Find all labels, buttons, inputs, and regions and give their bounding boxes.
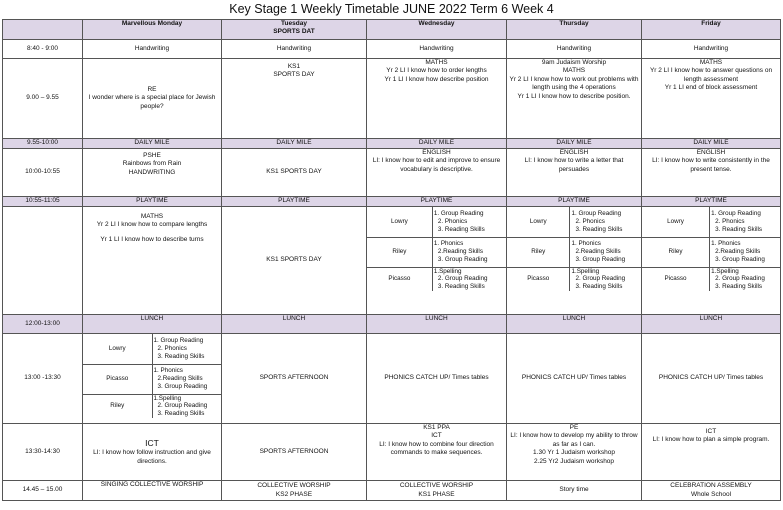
activity: 2. Phonics	[437, 217, 468, 225]
lesson-text: LI: I know how to edit and improve to ensure vocabulary is descriptive.	[372, 157, 501, 173]
group-activities	[710, 207, 780, 237]
subject: ICT	[705, 428, 717, 435]
row-handwriting	[3, 40, 781, 59]
lesson-cell: SINGING COLLECTIVE WORSHIP	[83, 481, 222, 501]
activity: 1. Group Reading	[571, 209, 622, 217]
lesson-cell	[367, 149, 507, 197]
lesson-cell: Handwriting	[507, 40, 642, 59]
time-cell: 13:00 -13:30	[3, 334, 83, 424]
lesson-cell: SPORTS AFTERNOON	[222, 424, 367, 481]
group-activities	[432, 237, 506, 267]
activity: 3. Reading Skills	[715, 283, 763, 291]
activity: 3. Reading Skills	[157, 410, 205, 418]
time-cell: 10:55-11:05	[3, 197, 83, 207]
subject: MATHS	[562, 67, 586, 75]
lesson-cell	[507, 424, 642, 481]
row-lesson-2	[3, 149, 781, 197]
activity: 1. Group Reading	[153, 336, 204, 344]
lesson-text: Rainbows from Rain	[122, 160, 182, 168]
lesson-cell: DAILY MILE	[642, 139, 781, 149]
day-note: SPORTS DAT	[273, 28, 315, 36]
group-name: Lowry	[507, 207, 570, 237]
lesson-text: HANDWRITING	[128, 168, 176, 176]
lesson-text: Yr 2 LI I know how to compare lengths	[96, 221, 208, 229]
lesson-cell: PLAYTIME	[367, 197, 507, 207]
activity: 2.Reading Skills	[437, 248, 483, 256]
subject: MATHS	[140, 213, 164, 220]
lesson-cell	[367, 59, 507, 139]
activity: 3. Group Reading	[437, 255, 488, 263]
lesson-text: 2.25 Yr2 Judaism workshop	[533, 457, 615, 465]
activity: 3. Reading Skills	[437, 283, 485, 291]
lesson-cell: DAILY MILE	[367, 139, 507, 149]
lesson-cell: PHONICS CATCH UP/ Times tables	[507, 334, 642, 424]
group-name: Lowry	[367, 207, 432, 237]
subject: MATHS	[699, 59, 723, 66]
subject: ENGLISH	[696, 149, 726, 156]
lesson-cell	[83, 207, 222, 315]
activity: 1. Phonics	[153, 367, 183, 375]
group-name: Riley	[507, 237, 570, 267]
lesson-text: LI: I know how to write consistently in the present tense.	[652, 157, 770, 173]
day-header-monday: Marvellous Monday	[83, 20, 222, 40]
group-cell	[642, 207, 781, 315]
activity: 3. Reading Skills	[715, 225, 763, 233]
lesson-text: KS1 PPA	[423, 424, 450, 431]
subject: MATHS	[425, 59, 448, 66]
activity: 1.Spelling	[711, 267, 739, 275]
activity: 1. Group Reading	[711, 209, 761, 217]
group-activities	[432, 267, 506, 291]
subject: PE	[569, 424, 579, 431]
lesson-text: I wonder where is a special place for Jewish people?	[88, 94, 216, 110]
group-activities	[710, 237, 780, 267]
lesson-text: Yr 2 LI I know how to work out problems with length using the 4 operations	[509, 75, 639, 92]
lesson-cell: PHONICS CATCH UP/ Times tables	[367, 334, 507, 424]
lesson-cell	[367, 424, 507, 481]
row-daily-mile	[3, 139, 781, 149]
group-activities	[570, 267, 641, 291]
subject: ENGLISH	[559, 149, 589, 156]
time-cell: 9.00 – 9.55	[3, 59, 83, 139]
group-activities	[432, 207, 506, 237]
lesson-text: KS2 PHASE	[275, 490, 313, 498]
day-header-tuesday	[222, 20, 367, 40]
time-cell: 8:40 - 9:00	[3, 40, 83, 59]
group-name: Picasso	[83, 364, 152, 394]
activity: 2.Reading Skills	[157, 375, 203, 383]
activity: 1. Phonics	[571, 240, 601, 248]
corner-cell	[3, 20, 83, 40]
subject: KS1	[287, 63, 301, 70]
lesson-text: LI: I know how to develop my ability to throw as far as I can.	[510, 432, 638, 448]
activity: 2. Group Reading	[157, 402, 208, 410]
activity: 2. Phonics	[715, 217, 745, 225]
time-cell: 12:00-13:00	[3, 315, 83, 334]
row-lesson-3	[3, 207, 781, 315]
lesson-cell: LUNCH	[642, 315, 781, 334]
time-cell	[3, 207, 83, 315]
row-worship	[3, 481, 781, 501]
subject: ICT	[431, 432, 442, 440]
group-name: Lowry	[642, 207, 710, 237]
group-name: Riley	[83, 394, 152, 418]
lesson-cell: PLAYTIME	[507, 197, 642, 207]
lesson-cell: Handwriting	[367, 40, 507, 59]
lesson-cell	[642, 481, 781, 501]
activity: 3. Reading Skills	[437, 225, 485, 233]
group-activities	[152, 394, 221, 418]
lesson-text: Whole School	[690, 490, 732, 498]
lesson-text: LI: I know how follow instruction and give directions.	[93, 449, 211, 465]
row-lunch	[3, 315, 781, 334]
reading-groups	[83, 334, 221, 418]
group-cell	[507, 207, 642, 315]
lesson-cell: PLAYTIME	[222, 197, 367, 207]
activity: 3. Reading Skills	[575, 225, 623, 233]
activity: 2. Group Reading	[437, 275, 488, 283]
subject: ICT	[145, 438, 159, 449]
activity: 2. Phonics	[575, 217, 605, 225]
day-header-friday: Friday	[642, 20, 781, 40]
lesson-cell: KS1 SPORTS DAY	[222, 207, 367, 315]
lesson-text: CELEBRATION ASSEMBLY	[670, 482, 752, 490]
activity: 2. Phonics	[157, 344, 187, 352]
group-activities	[152, 334, 221, 364]
group-cell	[367, 207, 507, 315]
lesson-text: Yr 1 LI I know how to describe position.	[517, 92, 631, 100]
day-header-thursday: Thursday	[507, 20, 642, 40]
lesson-cell	[507, 59, 642, 139]
activity: 1.Spelling	[433, 267, 462, 275]
activity: 1.Spelling	[153, 394, 182, 402]
lesson-cell	[83, 59, 222, 139]
lesson-cell: PLAYTIME	[642, 197, 781, 207]
group-activities	[570, 237, 641, 267]
group-activities	[710, 267, 780, 291]
lesson-cell	[642, 424, 781, 481]
row-lesson-5	[3, 424, 781, 481]
time-cell: 10:00-10:55	[3, 149, 83, 197]
lesson-cell: LUNCH	[367, 315, 507, 334]
group-cell	[83, 334, 222, 424]
header-row	[3, 20, 781, 40]
time-cell: 13:30-14:30	[3, 424, 83, 481]
lesson-cell	[507, 149, 642, 197]
group-activities	[152, 364, 221, 394]
lesson-text: LI: I know how to write a letter that persuades	[524, 157, 624, 173]
lesson-cell	[367, 481, 507, 501]
group-name: Riley	[367, 237, 432, 267]
day-header-wednesday: Wednesday	[367, 20, 507, 40]
reading-groups	[367, 207, 506, 291]
lesson-text: KS1 PHASE	[418, 490, 455, 498]
group-name: Riley	[642, 237, 710, 267]
activity: 3. Group Reading	[157, 382, 208, 390]
page-title: Key Stage 1 Weekly Timetable JUNE 2022 Term 6 Week 4	[229, 2, 554, 16]
lesson-cell: LUNCH	[507, 315, 642, 334]
reading-groups	[642, 207, 780, 291]
activity: 2. Group Reading	[575, 275, 626, 283]
activity: 1. Phonics	[433, 240, 464, 248]
activity: 3. Group Reading	[575, 255, 626, 263]
group-name: Picasso	[367, 267, 432, 291]
subject: ENGLISH	[422, 149, 451, 156]
row-lesson-1	[3, 59, 781, 139]
lesson-text: 1.30 Yr 1 Judaism workshop	[533, 449, 615, 457]
activity: 1.Spelling	[571, 267, 600, 275]
lesson-text: Yr 1 LI I know how describe position	[384, 75, 489, 83]
activity: 2.Reading Skills	[575, 248, 621, 256]
timetable	[2, 19, 781, 501]
lesson-text: COLLECTIVE WORSHIP	[257, 482, 331, 490]
lesson-cell: Story time	[507, 481, 642, 501]
lesson-cell	[222, 59, 367, 139]
lesson-cell: LUNCH	[222, 315, 367, 334]
row-lesson-4	[3, 334, 781, 424]
lesson-cell: DAILY MILE	[507, 139, 642, 149]
lesson-text: LI: I know how to plan a simple program.	[652, 436, 770, 444]
lesson-cell: DAILY MILE	[222, 139, 367, 149]
time-cell: 9.55-10:00	[3, 139, 83, 149]
time-cell: 14.45 – 15.00	[3, 481, 83, 501]
lesson-cell: PHONICS CATCH UP/ Times tables	[642, 334, 781, 424]
lesson-text: Yr 2 LI I know how to answer questions on length assessment	[649, 67, 773, 83]
group-name: Picasso	[507, 267, 570, 291]
lesson-text: SPORTS DAY	[273, 71, 315, 79]
row-playtime	[3, 197, 781, 207]
activity: 1. Phonics	[711, 240, 741, 248]
lesson-text: LI: I know how to combine four direction commands to make sequences.	[379, 440, 494, 457]
activity: 3. Reading Skills	[157, 352, 205, 360]
lesson-cell: DAILY MILE	[83, 139, 222, 149]
lesson-cell: SPORTS AFTERNOON	[222, 334, 367, 424]
lesson-cell	[83, 149, 222, 197]
activity: 2.Reading Skills	[715, 248, 761, 256]
lesson-cell	[642, 149, 781, 197]
lesson-cell: LUNCH	[83, 315, 222, 334]
lesson-cell: KS1 SPORTS DAY	[222, 149, 367, 197]
lesson-cell	[222, 481, 367, 501]
lesson-text: Yr 1 LI I know how to describe turns	[100, 235, 204, 243]
lesson-cell: PLAYTIME	[83, 197, 222, 207]
lesson-cell	[83, 424, 222, 481]
day-name: Tuesday	[281, 20, 307, 27]
lesson-cell: Handwriting	[642, 40, 781, 59]
lesson-cell: Handwriting	[83, 40, 222, 59]
lesson-cell	[642, 59, 781, 139]
group-name: Picasso	[642, 267, 710, 291]
subject: RE	[147, 85, 157, 93]
lesson-text: Yr 2 LI I know how to order lengths	[386, 67, 487, 75]
group-name: Lowry	[83, 334, 152, 364]
activity: 3. Reading Skills	[575, 283, 623, 291]
activity: 2. Group Reading	[715, 275, 765, 283]
lesson-text: COLLECTIVE WORSHIP	[399, 482, 474, 490]
lesson-text: 9am Judaism Worship	[541, 59, 607, 66]
lesson-cell: Handwriting	[222, 40, 367, 59]
lesson-text: Yr 1 LI end of block assessment	[664, 84, 758, 92]
subject: PSHE	[143, 152, 161, 159]
activity: 1. Group Reading	[433, 209, 484, 217]
activity: 3. Group Reading	[715, 255, 765, 263]
reading-groups	[507, 207, 641, 291]
group-activities	[570, 207, 641, 237]
